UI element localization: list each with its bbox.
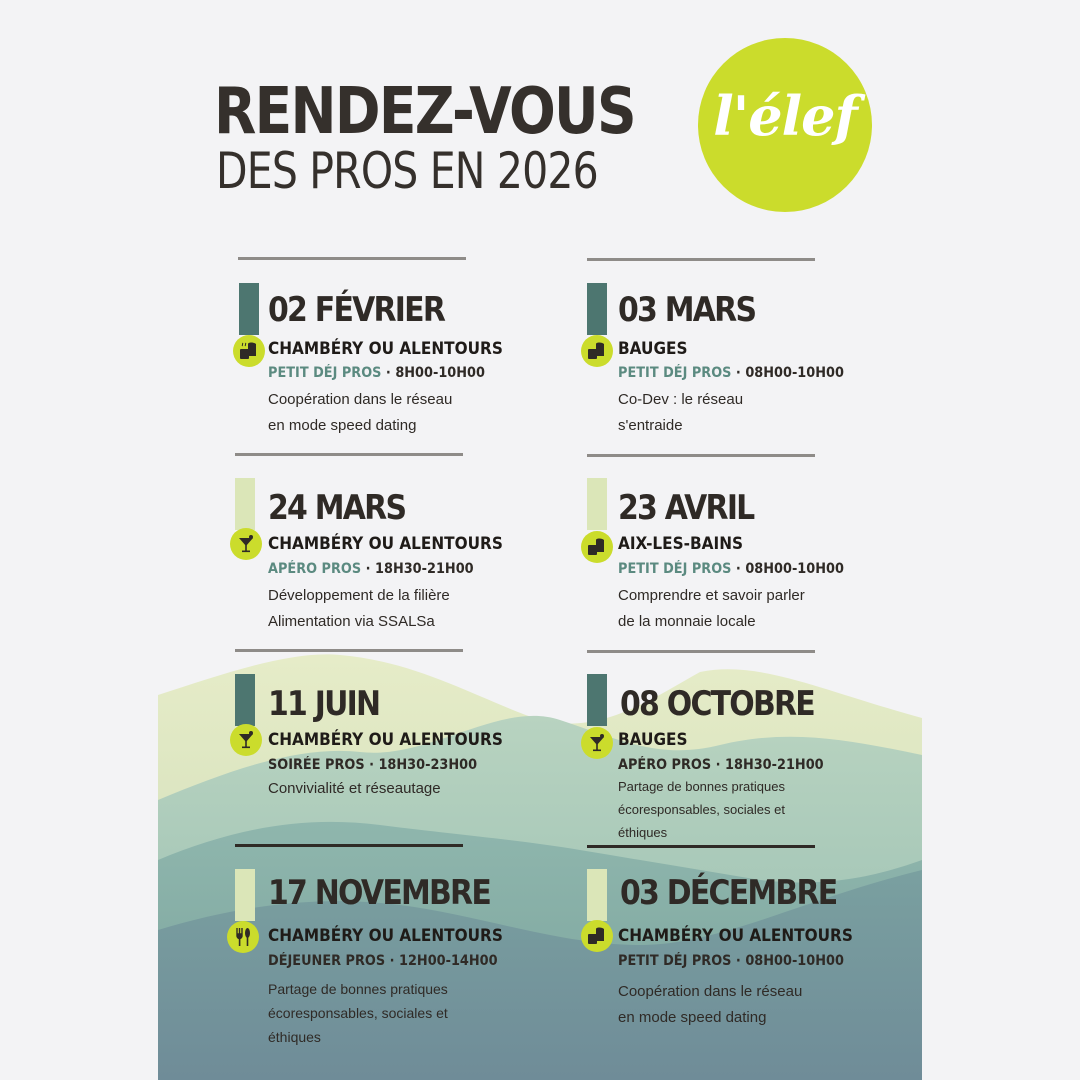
event-description: Co-Dev : le réseau s'entraide [618, 391, 744, 434]
logo [698, 38, 872, 212]
event-description: Coopération dans le réseau en mode speed dating [618, 983, 803, 1026]
divider [235, 844, 463, 847]
event-type: APÉRO PROS · 18H30-21H00 [268, 561, 474, 577]
event-place: AIX-LES-BAINS [618, 534, 744, 554]
cocktail-icon [581, 727, 613, 759]
event-place: BAUGES [618, 339, 688, 359]
event-description: Partage de bonnes pratiques écoresponsables, sociales et éthiques [268, 981, 448, 1045]
event-type: PETIT DÉJ PROS · 8H00-10H00 [268, 365, 485, 381]
event-description: Développement de la filière Alimentation via SSALSa [268, 587, 450, 630]
event-color-bar [235, 674, 255, 726]
cutlery-icon [227, 921, 259, 953]
breakfast-icon [581, 335, 613, 367]
event-date: 11 JUIN [268, 684, 380, 724]
event-place: BAUGES [618, 730, 688, 750]
event-color-bar [239, 283, 259, 335]
page-title: RENDEZ-VOUS [214, 75, 635, 149]
divider [238, 257, 466, 260]
event-place: CHAMBÉRY OU ALENTOURS [268, 339, 503, 359]
event-description: Comprendre et savoir parler de la monnaie locale [618, 587, 805, 630]
breakfast-icon [581, 531, 613, 563]
logo-text: l'élef [713, 84, 857, 148]
event-place: CHAMBÉRY OU ALENTOURS [268, 926, 503, 946]
event-type: DÉJEUNER PROS · 12H00-14H00 [268, 953, 498, 969]
event-description: Convivialité et réseautage [268, 780, 441, 797]
event-color-bar [235, 478, 255, 530]
page-subtitle: DES PROS EN 2026 [216, 142, 598, 200]
event-color-bar [587, 283, 607, 335]
breakfast-icon [581, 920, 613, 952]
event-date: 24 MARS [268, 488, 406, 528]
divider [235, 453, 463, 456]
event-type: APÉRO PROS · 18H30-21H00 [618, 757, 824, 773]
breakfast-icon [233, 335, 265, 367]
cocktail-icon [230, 528, 262, 560]
divider [235, 649, 463, 652]
event-description: Partage de bonnes pratiques écoresponsables, sociales et éthiques [618, 779, 785, 840]
event-type: PETIT DÉJ PROS · 08H00-10H00 [618, 365, 844, 381]
divider [587, 258, 815, 261]
event-date: 23 AVRIL [618, 488, 754, 528]
cocktail-icon [230, 724, 262, 756]
event-type: SOIRÉE PROS · 18H30-23H00 [268, 757, 478, 773]
event-color-bar [587, 869, 607, 921]
event-place: CHAMBÉRY OU ALENTOURS [618, 926, 853, 946]
event-date: 03 DÉCEMBRE [620, 873, 837, 913]
event-date: 03 MARS [618, 290, 756, 330]
event-color-bar [587, 674, 607, 726]
event-date: 02 FÉVRIER [268, 290, 445, 330]
divider [587, 650, 815, 653]
event-date: 08 OCTOBRE [620, 684, 814, 724]
event-place: CHAMBÉRY OU ALENTOURS [268, 534, 503, 554]
event-type: PETIT DÉJ PROS · 08H00-10H00 [618, 561, 844, 577]
event-date: 17 NOVEMBRE [268, 873, 491, 913]
event-type: PETIT DÉJ PROS · 08H00-10H00 [618, 953, 844, 969]
divider [587, 454, 815, 457]
event-description: Coopération dans le réseau en mode speed dating [268, 391, 453, 434]
divider [587, 845, 815, 848]
event-color-bar [235, 869, 255, 921]
event-place: CHAMBÉRY OU ALENTOURS [268, 730, 503, 750]
event-color-bar [587, 478, 607, 530]
